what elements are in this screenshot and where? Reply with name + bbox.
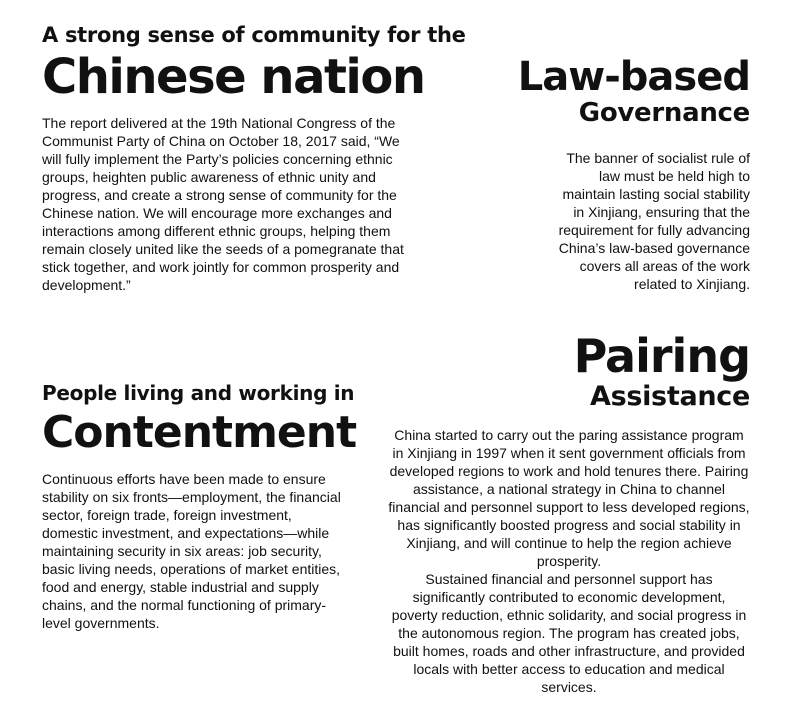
section-pairing-assistance [386, 330, 750, 696]
community-body [42, 114, 422, 294]
section-law-based-governance [500, 55, 750, 293]
pairing-kicker: Assistance [589, 381, 750, 412]
law-headline: Law-based [517, 54, 750, 100]
community-kicker: A strong sense of community for the [42, 23, 466, 47]
law-paragraph: The banner of socialist rule of law must be held high to maintain lasting social stability in Xinjiang, ensuring that the requirement for fully advancing China’s law-based governance covers all areas of the work related to Xinjiang. [558, 150, 750, 292]
contentment-body [42, 470, 342, 632]
pairing-paragraph-1: China started to carry out the paring assistance program in Xinjiang in 1997 when it sent government officials from developed regions to work and hold tenures there. Pairing assistance, a national strategy in China to channel financial and personnel support to less developed regions, has significantly boosted progress and social stability in Xinjiang, and will continue to help the region achieve prosperity. [388, 427, 750, 569]
section-contentment [42, 380, 372, 632]
section-community [42, 22, 466, 294]
pairing-headline: Pairing [573, 329, 750, 383]
law-body [550, 149, 750, 293]
law-kicker: Governance [578, 98, 750, 128]
contentment-headline: Contentment [42, 407, 357, 458]
contentment-paragraph: Continuous efforts have been made to ensure stability on six fronts—employment, the financial sector, foreign trade, foreign investment, domestic investment, and expectations—while maintaining security in six areas: job security, basic living needs, operations of market entities, food and energy, stable industrial and supply chains, and the normal functioning of primary-level governments. [42, 471, 341, 631]
contentment-kicker: People living and working in [42, 381, 355, 405]
community-paragraph: The report delivered at the 19th National Congress of the Communist Party of China on October 18, 2017 said, “We will fully implement the Party’s policies concerning ethnic groups, heighten public awareness of ethnic unity and progress, and create a strong sense of community for the Chinese nation. We will encourage more exchanges and interactions among different ethnic groups, helping them remain closely united like the seeds of a pomegranate that stick together, and work jointly for common prosperity and development.” [42, 115, 404, 293]
community-headline: Chinese nation [42, 49, 425, 105]
pairing-paragraph-2: Sustained financial and personnel support has significantly contributed to economic development, poverty reduction, ethnic solidarity, and social progress in the autonomous region. The program has created jobs, built homes, roads and other infrastructure, and provided locals with better access to education and medical services. [391, 571, 747, 695]
pairing-body [388, 426, 750, 696]
